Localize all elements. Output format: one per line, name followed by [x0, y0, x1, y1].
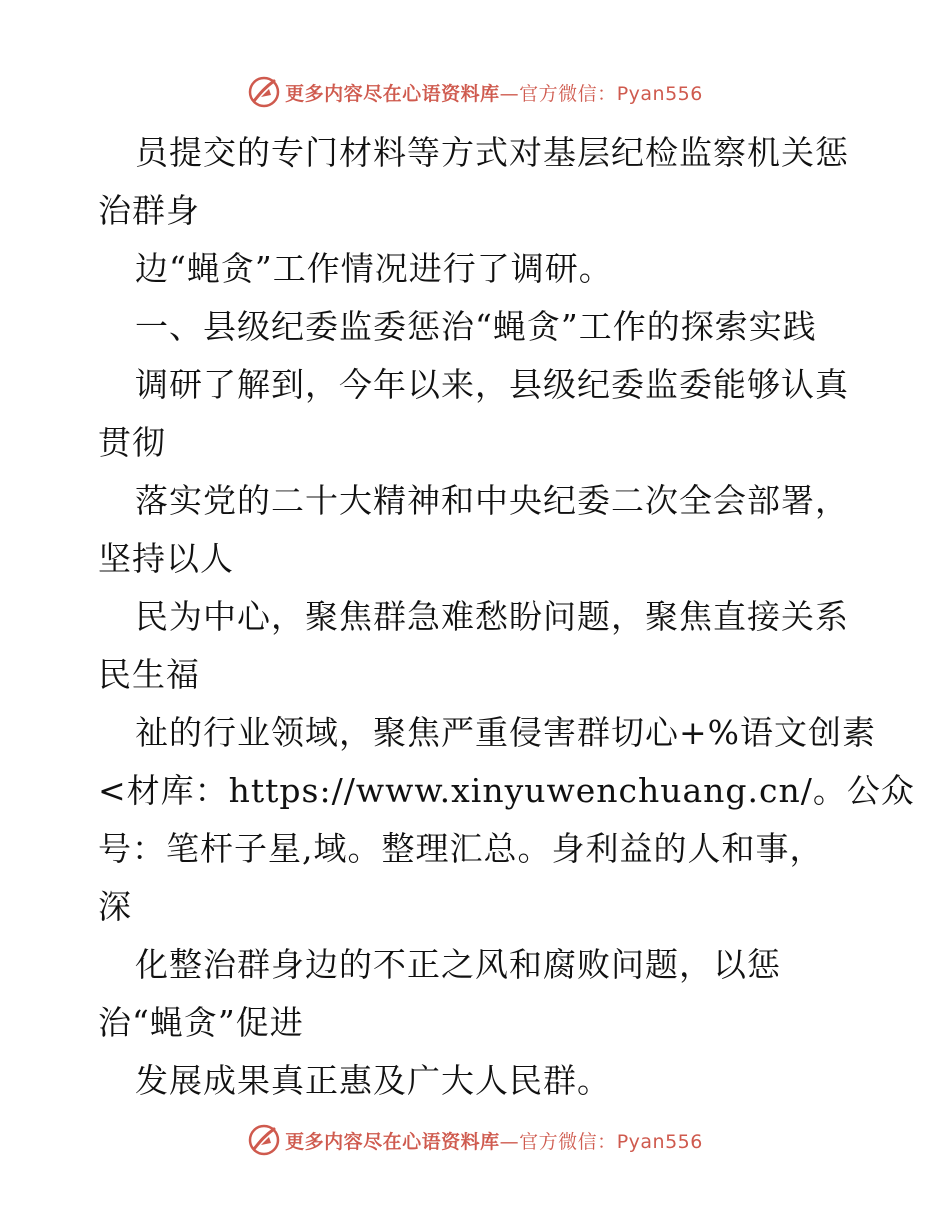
logo-icon — [247, 75, 281, 109]
banner-brand: 更多内容尽在心语资料库 — [285, 1130, 500, 1153]
banner-label: 官方微信： — [519, 82, 617, 105]
text-line: 民生福 — [98, 655, 200, 694]
section-heading: 一、县级纪委监委惩治“蝇贪”工作的探索实践 — [135, 307, 817, 346]
text-line: 坚持以人 — [98, 539, 234, 578]
text-line: 贯彻 — [98, 423, 166, 462]
text-line: 治群身 — [98, 191, 200, 230]
text-line: 调研了解到，今年以来，县级纪委监委能够认真 — [135, 365, 849, 404]
banner-label: 官方微信： — [519, 1130, 617, 1153]
document-body — [98, 124, 915, 1110]
text-line: 深 — [98, 887, 132, 926]
text-line: 号：笔杆子星,域。整理汇总。身利益的人和事， — [98, 829, 824, 868]
text-line: <材库：https://www.xinyuwenchuang.cn/。公众 — [98, 771, 915, 810]
text-line: 员提交的专门材料等方式对基层纪检监察机关惩 — [135, 133, 849, 172]
banner-dash: — — [499, 82, 520, 105]
banner-wechat-id: Pyan556 — [616, 82, 703, 105]
banner-brand: 更多内容尽在心语资料库 — [285, 82, 500, 105]
text-line: 发展成果真正惠及广大人民群。 — [135, 1061, 611, 1100]
header-banner — [0, 72, 950, 112]
banner-text — [285, 1127, 703, 1154]
logo-icon — [247, 1123, 281, 1157]
text-line: 化整治群身边的不正之风和腐败问题，以惩 — [135, 945, 781, 984]
text-line: 祉的行业领域，聚焦严重侵害群切心+%语文创素 — [135, 713, 877, 752]
footer-banner — [0, 1120, 950, 1160]
text-line: 落实党的二十大精神和中央纪委二次全会部署， — [135, 481, 849, 520]
banner-wechat-id: Pyan556 — [616, 1130, 703, 1153]
text-line: 治“蝇贪”促进 — [98, 1003, 304, 1042]
text-line: 民为中心，聚焦群急难愁盼问题，聚焦直接关系 — [135, 597, 849, 636]
text-line: 边“蝇贪”工作情况进行了调研。 — [135, 249, 613, 288]
banner-dash: — — [499, 1130, 520, 1153]
banner-text — [285, 79, 703, 106]
